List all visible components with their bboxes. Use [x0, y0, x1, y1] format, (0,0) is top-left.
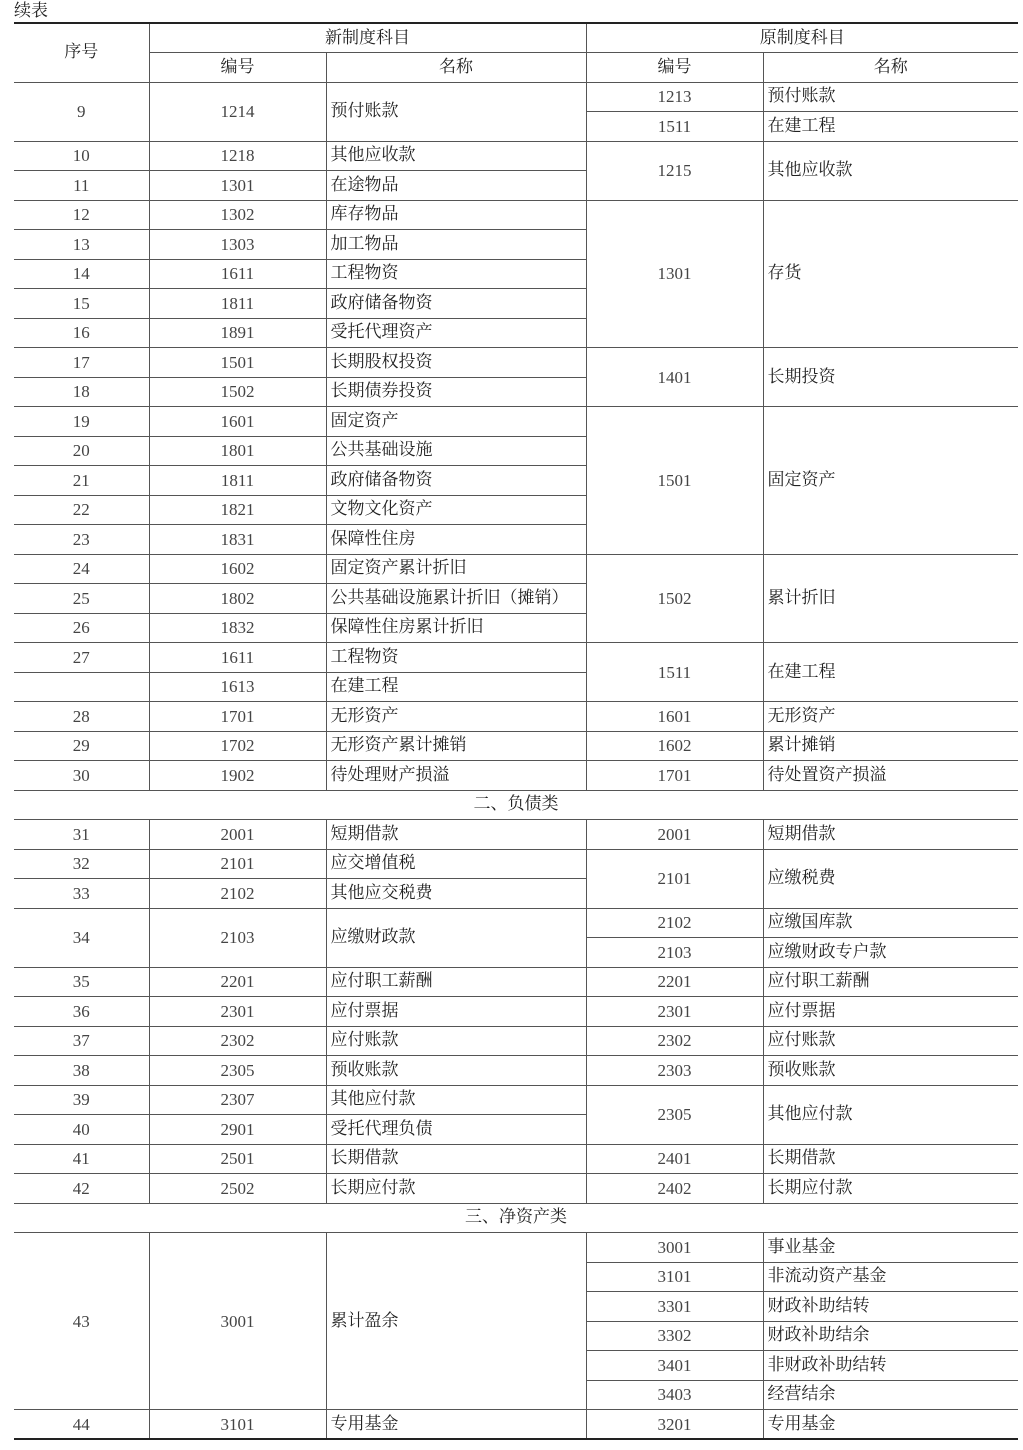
seq-cell: 21 [14, 466, 149, 496]
seq-cell: 43 [14, 1233, 149, 1410]
old-name-cell: 长期应付款 [763, 1174, 1018, 1204]
table-row [14, 908, 1018, 938]
old-code-cell: 2103 [586, 938, 763, 968]
new-code-cell: 1801 [149, 436, 326, 466]
old-name-cell: 专用基金 [763, 1410, 1018, 1440]
table-row [14, 967, 1018, 997]
new-code-cell: 1302 [149, 200, 326, 230]
new-code-cell: 1701 [149, 702, 326, 732]
new-code-cell: 3101 [149, 1410, 326, 1440]
account-mapping-table [14, 22, 1018, 1440]
seq-cell: 37 [14, 1026, 149, 1056]
table-row [14, 1085, 1018, 1115]
seq-cell: 22 [14, 495, 149, 525]
table-row [14, 407, 1018, 437]
section-row [14, 1203, 1018, 1233]
old-name-cell: 非财政补助结转 [763, 1351, 1018, 1381]
old-code-cell: 1213 [586, 82, 763, 112]
new-code-cell: 2901 [149, 1115, 326, 1145]
old-name-cell: 应缴财政专户款 [763, 938, 1018, 968]
seq-cell: 38 [14, 1056, 149, 1086]
section-net-assets: 三、净资产类 [14, 1203, 1018, 1233]
new-name-cell: 加工物品 [326, 230, 586, 260]
new-code-cell: 1891 [149, 318, 326, 348]
seq-cell: 11 [14, 171, 149, 201]
seq-cell: 18 [14, 377, 149, 407]
new-code-cell: 2101 [149, 849, 326, 879]
new-name-cell: 长期应付款 [326, 1174, 586, 1204]
table-row [14, 997, 1018, 1027]
new-name-cell: 保障性住房累计折旧 [326, 613, 586, 643]
old-name-cell: 在建工程 [763, 643, 1018, 702]
old-code-cell: 1215 [586, 141, 763, 200]
seq-cell: 24 [14, 554, 149, 584]
new-code-cell: 1214 [149, 82, 326, 141]
old-code-cell: 2305 [586, 1085, 763, 1144]
new-code-cell: 1821 [149, 495, 326, 525]
table-caption: 续表 [14, 1, 48, 21]
new-code-cell: 1811 [149, 466, 326, 496]
old-name-cell: 短期借款 [763, 820, 1018, 850]
header-seq: 序号 [14, 23, 149, 82]
old-name-cell: 待处置资产损溢 [763, 761, 1018, 791]
old-name-cell: 应缴国库款 [763, 908, 1018, 938]
seq-cell: 31 [14, 820, 149, 850]
new-code-cell: 1502 [149, 377, 326, 407]
new-name-cell: 预收账款 [326, 1056, 586, 1086]
new-code-cell: 1702 [149, 731, 326, 761]
seq-cell: 44 [14, 1410, 149, 1440]
table-row [14, 820, 1018, 850]
new-code-cell: 2302 [149, 1026, 326, 1056]
new-name-cell: 累计盈余 [326, 1233, 586, 1410]
new-name-cell: 在建工程 [326, 672, 586, 702]
new-name-cell: 受托代理资产 [326, 318, 586, 348]
new-code-cell: 1902 [149, 761, 326, 791]
header-new-code: 编号 [149, 53, 326, 83]
new-name-cell: 应缴财政款 [326, 908, 586, 967]
header-old-name: 名称 [763, 53, 1018, 83]
seq-cell: 26 [14, 613, 149, 643]
old-name-cell: 非流动资产基金 [763, 1262, 1018, 1292]
old-name-cell: 其他应付款 [763, 1085, 1018, 1144]
new-name-cell: 应付职工薪酬 [326, 967, 586, 997]
new-code-cell: 2301 [149, 997, 326, 1027]
seq-cell: 27 [14, 643, 149, 673]
table-row [14, 849, 1018, 879]
new-name-cell: 库存物品 [326, 200, 586, 230]
table-row [14, 761, 1018, 791]
seq-cell: 36 [14, 997, 149, 1027]
new-name-cell: 应交增值税 [326, 849, 586, 879]
seq-cell: 12 [14, 200, 149, 230]
new-name-cell: 无形资产累计摊销 [326, 731, 586, 761]
seq-cell: 13 [14, 230, 149, 260]
old-code-cell: 3101 [586, 1262, 763, 1292]
new-name-cell: 政府储备物资 [326, 289, 586, 319]
new-code-cell: 1218 [149, 141, 326, 171]
seq-cell: 33 [14, 879, 149, 909]
table-row [14, 1233, 1018, 1263]
old-name-cell: 事业基金 [763, 1233, 1018, 1263]
seq-cell: 10 [14, 141, 149, 171]
header-new-name: 名称 [326, 53, 586, 83]
old-code-cell: 2401 [586, 1144, 763, 1174]
old-code-cell: 3403 [586, 1380, 763, 1410]
new-code-cell: 1602 [149, 554, 326, 584]
seq-cell: 29 [14, 731, 149, 761]
old-name-cell: 无形资产 [763, 702, 1018, 732]
new-code-cell: 1303 [149, 230, 326, 260]
old-code-cell: 2303 [586, 1056, 763, 1086]
seq-cell: 17 [14, 348, 149, 378]
seq-cell: 32 [14, 849, 149, 879]
new-code-cell: 2305 [149, 1056, 326, 1086]
section-row [14, 790, 1018, 820]
old-name-cell: 累计折旧 [763, 554, 1018, 643]
new-code-cell: 1301 [149, 171, 326, 201]
table-row [14, 554, 1018, 584]
header-row-1 [14, 23, 1018, 53]
table-row [14, 731, 1018, 761]
new-name-cell: 短期借款 [326, 820, 586, 850]
old-code-cell: 1401 [586, 348, 763, 407]
old-code-cell: 3302 [586, 1321, 763, 1351]
seq-cell: 28 [14, 702, 149, 732]
old-name-cell: 固定资产 [763, 407, 1018, 555]
new-name-cell: 受托代理负债 [326, 1115, 586, 1145]
header-old-code: 编号 [586, 53, 763, 83]
old-code-cell: 1601 [586, 702, 763, 732]
new-code-cell: 1611 [149, 259, 326, 289]
new-code-cell: 2307 [149, 1085, 326, 1115]
old-code-cell: 1511 [586, 112, 763, 142]
new-code-cell: 1611 [149, 643, 326, 673]
new-name-cell: 应付账款 [326, 1026, 586, 1056]
new-name-cell: 保障性住房 [326, 525, 586, 555]
old-name-cell: 应缴税费 [763, 849, 1018, 908]
new-code-cell: 1501 [149, 348, 326, 378]
new-name-cell: 应付票据 [326, 997, 586, 1027]
old-code-cell: 3401 [586, 1351, 763, 1381]
new-name-cell: 固定资产累计折旧 [326, 554, 586, 584]
header-old-system: 原制度科目 [586, 23, 1018, 53]
seq-cell: 25 [14, 584, 149, 614]
new-name-cell: 无形资产 [326, 702, 586, 732]
old-code-cell: 2001 [586, 820, 763, 850]
new-code-cell: 1832 [149, 613, 326, 643]
table-row [14, 643, 1018, 673]
new-code-cell: 1831 [149, 525, 326, 555]
new-code-cell: 3001 [149, 1233, 326, 1410]
new-code-cell: 1613 [149, 672, 326, 702]
new-name-cell: 政府储备物资 [326, 466, 586, 496]
old-name-cell: 财政补助结转 [763, 1292, 1018, 1322]
new-name-cell: 固定资产 [326, 407, 586, 437]
old-code-cell: 2301 [586, 997, 763, 1027]
new-name-cell: 待处理财产损溢 [326, 761, 586, 791]
table-row [14, 1056, 1018, 1086]
old-name-cell: 应付职工薪酬 [763, 967, 1018, 997]
header-row-2 [14, 53, 1018, 83]
old-name-cell: 应付账款 [763, 1026, 1018, 1056]
new-code-cell: 2001 [149, 820, 326, 850]
old-code-cell: 2201 [586, 967, 763, 997]
old-code-cell: 3201 [586, 1410, 763, 1440]
old-code-cell: 1701 [586, 761, 763, 791]
table-row [14, 1026, 1018, 1056]
seq-cell: 20 [14, 436, 149, 466]
seq-cell: 16 [14, 318, 149, 348]
new-name-cell: 专用基金 [326, 1410, 586, 1440]
old-name-cell: 长期投资 [763, 348, 1018, 407]
table-row [14, 702, 1018, 732]
old-name-cell: 预付账款 [763, 82, 1018, 112]
old-name-cell: 长期借款 [763, 1144, 1018, 1174]
new-name-cell: 公共基础设施累计折旧（摊销） [326, 584, 586, 614]
new-name-cell: 在途物品 [326, 171, 586, 201]
new-code-cell: 1601 [149, 407, 326, 437]
new-name-cell: 文物文化资产 [326, 495, 586, 525]
new-name-cell: 其他应收款 [326, 141, 586, 171]
new-name-cell: 工程物资 [326, 643, 586, 673]
new-name-cell: 公共基础设施 [326, 436, 586, 466]
header-new-system: 新制度科目 [149, 23, 586, 53]
old-name-cell: 其他应收款 [763, 141, 1018, 200]
old-code-cell: 3001 [586, 1233, 763, 1263]
table-row [14, 348, 1018, 378]
old-name-cell: 财政补助结余 [763, 1321, 1018, 1351]
table-row [14, 1410, 1018, 1440]
old-name-cell: 预收账款 [763, 1056, 1018, 1086]
table-row [14, 1174, 1018, 1204]
new-code-cell: 2103 [149, 908, 326, 967]
seq-cell: 14 [14, 259, 149, 289]
seq-cell [14, 672, 149, 702]
old-code-cell: 1301 [586, 200, 763, 348]
new-code-cell: 2102 [149, 879, 326, 909]
new-code-cell: 2501 [149, 1144, 326, 1174]
new-code-cell: 2201 [149, 967, 326, 997]
new-name-cell: 其他应交税费 [326, 879, 586, 909]
new-code-cell: 1811 [149, 289, 326, 319]
old-code-cell: 2302 [586, 1026, 763, 1056]
seq-cell: 9 [14, 82, 149, 141]
old-name-cell: 累计摊销 [763, 731, 1018, 761]
seq-cell: 19 [14, 407, 149, 437]
seq-cell: 35 [14, 967, 149, 997]
new-name-cell: 长期债券投资 [326, 377, 586, 407]
new-name-cell: 长期借款 [326, 1144, 586, 1174]
section-liabilities: 二、负债类 [14, 790, 1018, 820]
seq-cell: 39 [14, 1085, 149, 1115]
table-row [14, 200, 1018, 230]
old-code-cell: 2101 [586, 849, 763, 908]
old-code-cell: 1511 [586, 643, 763, 702]
new-name-cell: 长期股权投资 [326, 348, 586, 378]
old-code-cell: 2402 [586, 1174, 763, 1204]
old-code-cell: 1602 [586, 731, 763, 761]
seq-cell: 40 [14, 1115, 149, 1145]
seq-cell: 41 [14, 1144, 149, 1174]
seq-cell: 34 [14, 908, 149, 967]
new-name-cell: 预付账款 [326, 82, 586, 141]
old-code-cell: 3301 [586, 1292, 763, 1322]
seq-cell: 23 [14, 525, 149, 555]
old-name-cell: 应付票据 [763, 997, 1018, 1027]
table-row [14, 1144, 1018, 1174]
seq-cell: 42 [14, 1174, 149, 1204]
new-name-cell: 其他应付款 [326, 1085, 586, 1115]
new-code-cell: 1802 [149, 584, 326, 614]
new-name-cell: 工程物资 [326, 259, 586, 289]
old-name-cell: 在建工程 [763, 112, 1018, 142]
old-code-cell: 2102 [586, 908, 763, 938]
seq-cell: 15 [14, 289, 149, 319]
old-code-cell: 1502 [586, 554, 763, 643]
table-row [14, 141, 1018, 171]
old-name-cell: 存货 [763, 200, 1018, 348]
old-code-cell: 1501 [586, 407, 763, 555]
new-code-cell: 2502 [149, 1174, 326, 1204]
seq-cell: 30 [14, 761, 149, 791]
table-row [14, 82, 1018, 112]
old-name-cell: 经营结余 [763, 1380, 1018, 1410]
